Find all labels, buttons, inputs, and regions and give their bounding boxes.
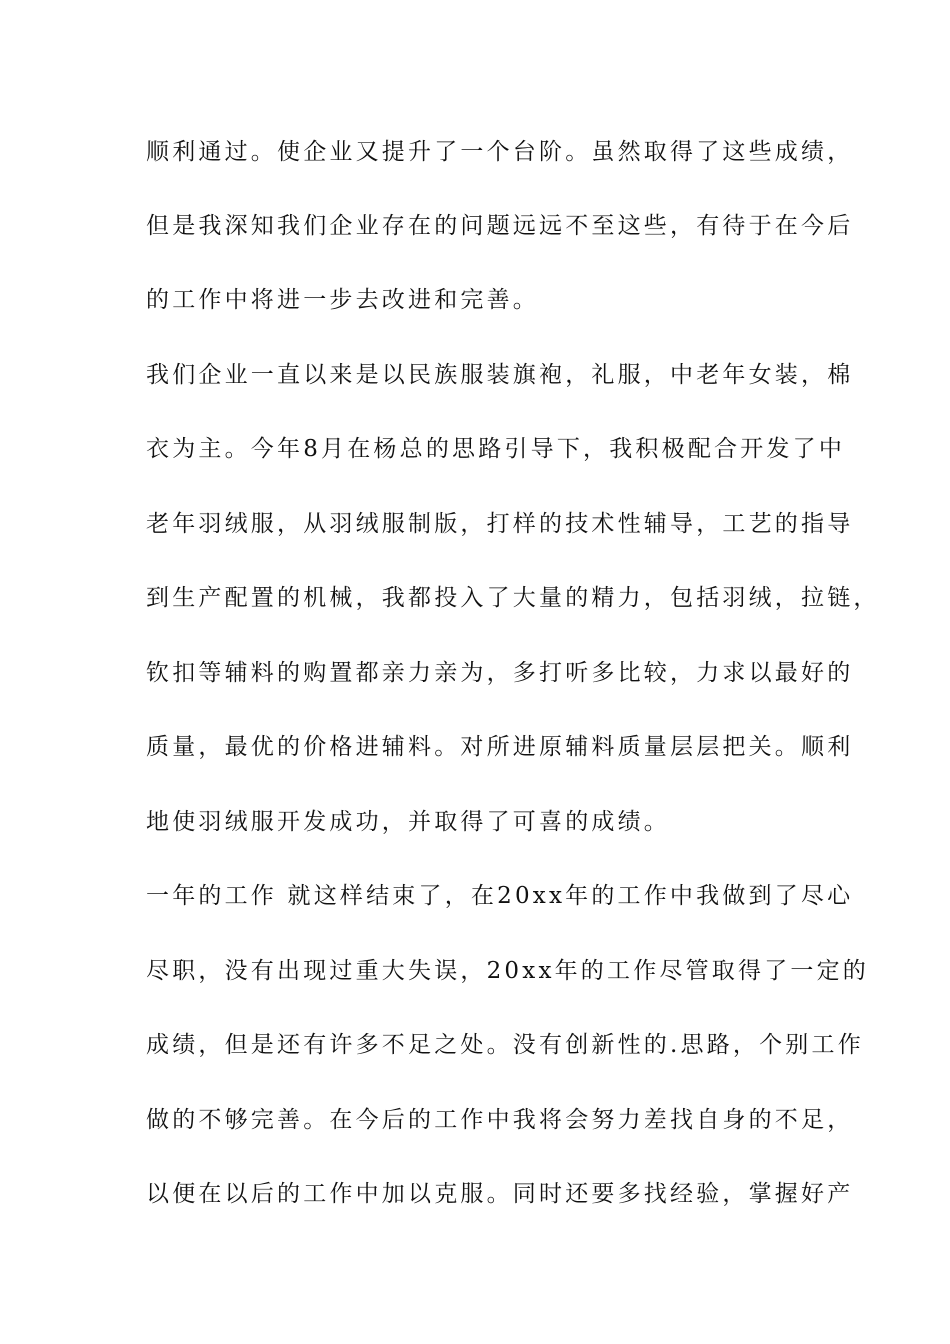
text-line-1: 顺利通过。使企业又提升了一个台阶。虽然取得了这些成绩， [146,139,854,165]
text-line-10: 地使羽绒服开发成功，并取得了可喜的成绩。 [146,809,670,835]
text-line-15: 以便在以后的工作中加以克服。同时还要多找经验，掌握好产 [146,1181,854,1207]
text-line-14: 做的不够完善。在今后的工作中我将会努力差找自身的不足， [146,1107,854,1133]
text-line-6: 老年羽绒服，从羽绒服制版，打样的技术性辅导，工艺的指导 [146,511,854,537]
text-line-4: 我们企业一直以来是以民族服装旗袍，礼服，中老年女装，棉 [146,362,854,388]
text-line-8: 钦扣等辅料的购置都亲力亲为，多打听多比较，力求以最好的 [146,660,854,686]
text-line-3: 的工作中将进一步去改进和完善。 [146,287,539,313]
text-line-13: 成绩，但是还有许多不足之处。没有创新性的.思路，个别工作 [146,1032,864,1058]
text-line-9: 质量，最优的价格进辅料。对所进原辅料质量层层把关。顺利 [146,734,854,760]
text-line-2: 但是我深知我们企业存在的问题远远不至这些，有待于在今后 [146,213,854,239]
text-line-11: 一年的工作 就这样结束了，在20xx年的工作中我做到了尽心 [146,883,854,909]
text-line-5: 衣为主。今年8月在杨总的思路引导下，我积极配合开发了中 [146,436,846,462]
text-line-7: 到生产配置的机械，我都投入了大量的精力，包括羽绒，拉链， [146,585,880,611]
text-line-12: 尽职，没有出现过重大失误，20xx年的工作尽管取得了一定的 [146,958,870,984]
